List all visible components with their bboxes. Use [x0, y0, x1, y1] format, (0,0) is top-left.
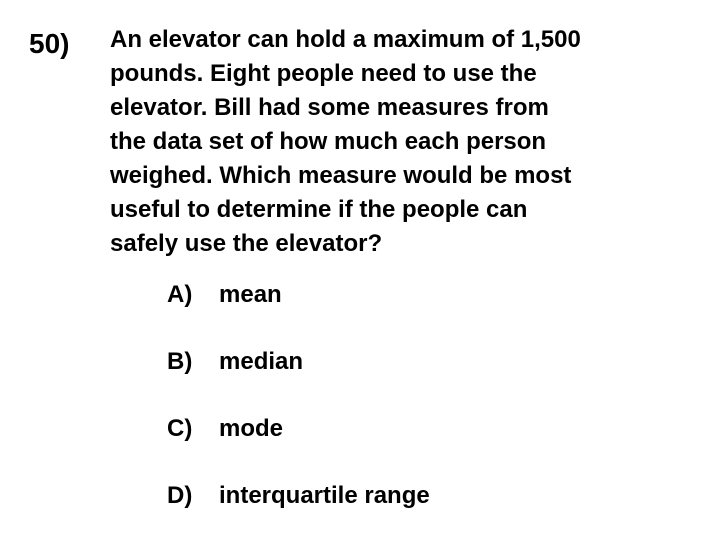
question-line: elevator. Bill had some measures from	[110, 94, 549, 121]
question-line: safely use the elevator?	[110, 230, 383, 257]
choice-letter: D)	[167, 482, 193, 509]
question-text	[110, 23, 670, 261]
choice-a[interactable]	[167, 278, 282, 312]
choice-letter: C)	[167, 415, 193, 442]
choice-b[interactable]	[167, 345, 303, 379]
question-line: pounds. Eight people need to use the	[110, 60, 537, 87]
question-number: 50)	[29, 28, 70, 59]
question-line: weighed. Which measure would be most	[110, 162, 572, 189]
choice-text: median	[219, 348, 304, 375]
question-line: An elevator can hold a maximum of 1,500	[110, 26, 581, 53]
question-line: useful to determine if the people can	[110, 196, 528, 223]
choice-text: interquartile range	[219, 482, 430, 509]
question-line: the data set of how much each person	[110, 128, 547, 155]
choice-letter: B)	[167, 348, 193, 375]
choice-text: mode	[219, 415, 284, 442]
choice-text: mean	[219, 281, 282, 308]
choice-letter: A)	[167, 281, 193, 308]
choice-c[interactable]	[167, 412, 283, 446]
choice-d[interactable]	[167, 479, 430, 513]
